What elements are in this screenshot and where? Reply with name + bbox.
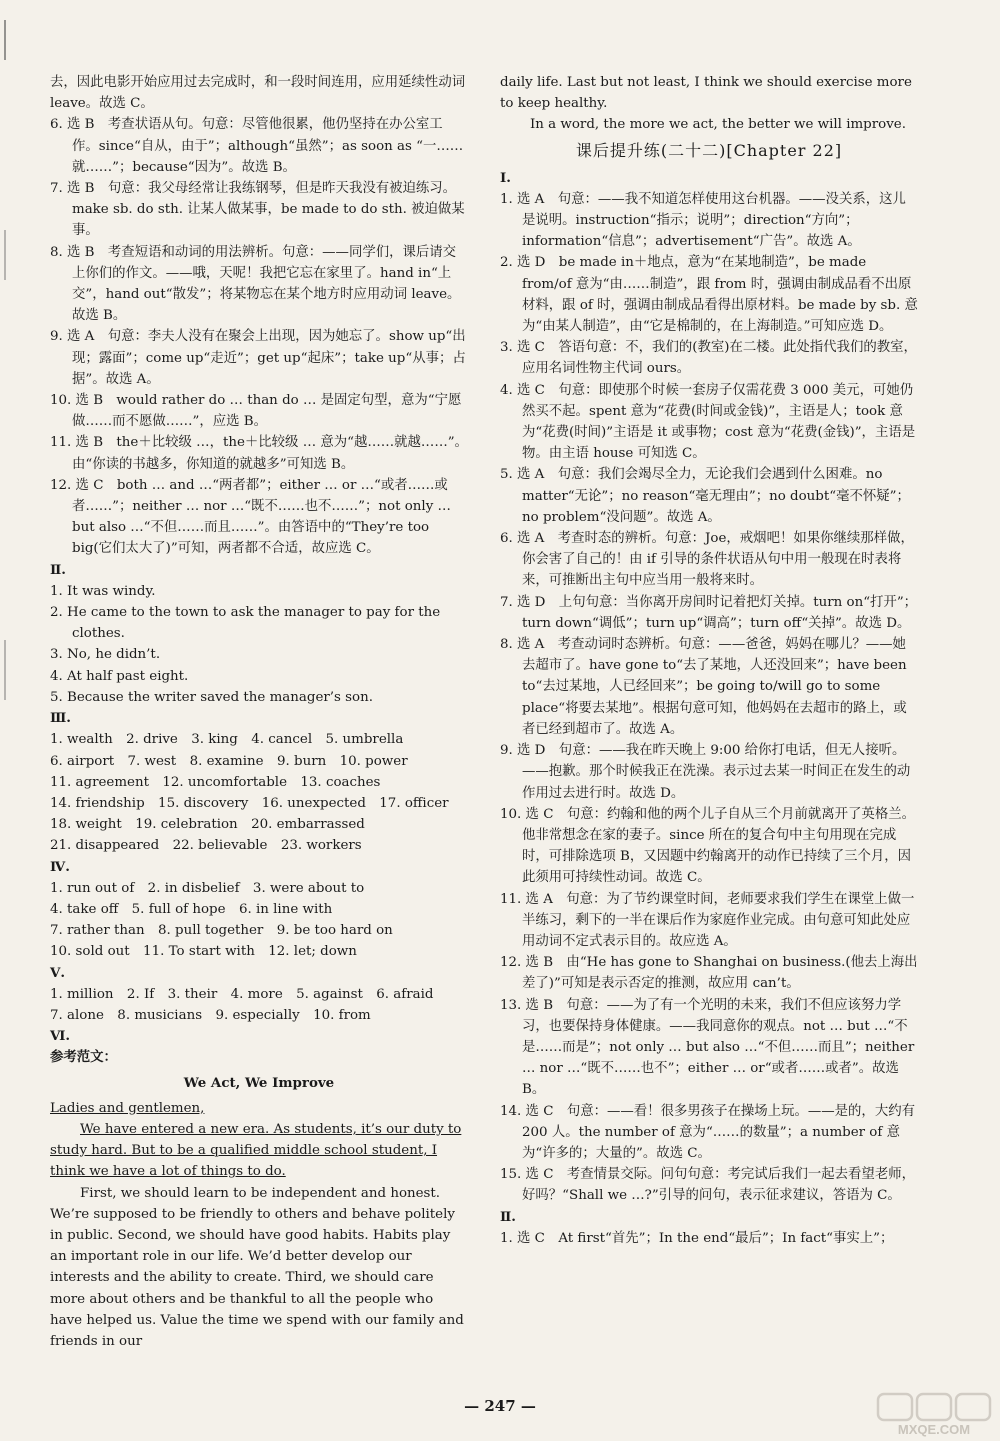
answer-paragraph: 21. disappeared 22. believable 23. workers: [50, 838, 362, 854]
answer-paragraph: 9. 选 A 句意：李夫人没有在聚会上出现，因为她忘了。show up“出现；露面”；come up“走近”；get up“起床”；take up“从事；占据”。故选 A。: [50, 329, 466, 387]
answer-paragraph: 9. 选 D 句意：——我在昨天晚上 9:00 给你打电话，但无人接听。——抱歉。那个时候我正在洗澡。表示过去某一时间正在发生的动作用过去进行时。故选 D。: [500, 743, 911, 801]
answer-paragraph: 6. 选 A 考查时态的辨析。句意：Joe，戒烟吧！如果你继续那样做，你会害了自己的！由 if 引导的条件状语从句中用一般现在时表将来，可推断出主句中应当用一般将来时。: [500, 531, 914, 589]
answer-paragraph: 1. run out of 2. in disbelief 3. were about to: [50, 880, 365, 896]
answer-paragraph: 7. 选 D 上句句意：当你离开房间时记着把灯关掉。turn on“打开”；turn down“调低”；turn up“调高”；turn off“关掉”。故选 D。: [500, 594, 918, 631]
answer-paragraph: 11. 选 B the＋比较级 …，the＋比较级 … 意为“越……就越……”。由“你读的书越多，你知道的就越多”可知选 B。: [50, 435, 468, 472]
answer-paragraph: 5. Because the writer saved the manager’s son.: [50, 689, 373, 705]
answer-paragraph: 14. 选 C 句意：——看！很多男孩子在操场上玩。——是的，大约有 200 人。the number of 意为“……的数量”；a number of 意为“许多的；大量的”。故选 C。: [500, 1103, 915, 1161]
scan-edge-marks: [2, 0, 8, 1441]
answer-paragraph: 11. agreement 12. uncomfortable 13. coaches: [50, 774, 381, 790]
answer-paragraph: 10. sold out 11. To start with 12. let; down: [50, 944, 357, 960]
answer-paragraph: Ladies and gentlemen,: [50, 1100, 205, 1116]
answer-paragraph: 2. 选 D be made in＋地点，意为“在某地制造”，be made from/of 意为“由……制造”，跟 from 时，强调由制成品看不出原材料，跟 of 时，强调由制成品看得出原材料。be made by sb. 意为“由某人制造”，由“它是棉制的，在上海制造。”可知应选 D。: [500, 255, 918, 335]
answer-paragraph: 1. It was windy.: [50, 583, 156, 599]
answer-paragraph: 10. 选 C 句意：约翰和他的两个儿子自从三个月前就离开了英格兰。他非常想念在家的妻子。since 所在的复合句中主句用现在完成时，可排除选项 B，又因题中约翰离开的动作已持续了三个月，因此须用可持续性动词。故选 C。: [500, 806, 915, 886]
answer-paragraph: 15. 选 C 考查情景交际。问句句意：考完试后我们一起去看望老师，好吗？“Shall we …?”引导的问句，表示征求建议，答语为 C。: [500, 1167, 915, 1204]
section-heading: Ⅲ.: [50, 710, 71, 727]
answer-paragraph: We have entered a new era. As students, it’s our duty to study hard. But to be a qualified middle school student, I think we have a lot of things to do.: [50, 1121, 462, 1180]
answer-paragraph: 1. 选 A 句意：——我不知道怎样使用这台机器。——没关系，这儿是说明。instruction“指示；说明”；direction“方向”；information“信息”；advertisement“广告”。故选 A。: [500, 191, 906, 250]
section-heading: Ⅱ.: [50, 561, 66, 578]
answer-paragraph: 7. 选 B 句意：我父母经常让我练钢琴，但是昨天我没有被迫练习。make sb. do sth. 让某人做某事，be made to do sth. 被迫做某事。: [50, 181, 465, 239]
watermark-logo: [874, 1391, 994, 1437]
answer-paragraph: 1. 选 C At first“首先”；In the end“最后”；In fact“事实上”；: [500, 1230, 894, 1246]
left-column: [50, 72, 468, 1352]
answer-paragraph: 12. 选 B 由“He has gone to Shanghai on business.(他去上海出差了)”可知是表示否定的推测，故应用 can’t。: [500, 955, 918, 992]
answer-paragraph: 14. friendship 15. discovery 16. unexpected 17. officer: [50, 795, 449, 811]
answer-paragraph: 12. 选 C both … and …“两者都”；either … or …“或者……或者……”；neither … nor …“既不……也不……”；not only … but also …“不但……而且……”。由答语中的“They’re too big(它们太大了)”可知，两者都不合适，故应选 C。: [50, 477, 451, 557]
answer-paragraph: daily life. Last but not least, I think we should exercise more to keep healthy.: [500, 75, 912, 112]
answer-paragraph: 13. 选 B 句意：——为了有一个光明的未来，我们不但应该努力学习，也要保持身体健康。——我同意你的观点。not … but …“不是……而是”；not only … but also …“不但……而且”；neither … nor …“既不……也不”；either … or“或者……或者”。故选 B。: [500, 997, 915, 1098]
answer-paragraph: 3. 选 C 答语句意：不，我们的(教室)在二楼。此处指代我们的教室，应用名词性物主代词 ours。: [500, 340, 917, 377]
svg-text:MXQE.COM: MXQE.COM: [897, 1422, 971, 1437]
answer-paragraph: 11. 选 A 句意：为了节约课堂时间，老师要求我们学生在课堂上做一半练习，剩下的一半在课后作为家庭作业完成。由句意可知此处应用动词不定式表示目的。故应选 A。: [500, 891, 915, 949]
answer-paragraph: 2. He came to the town to ask the manager to pay for the clothes.: [50, 605, 441, 642]
right-column: [500, 72, 918, 1249]
answer-paragraph: 4. At half past eight.: [50, 668, 189, 684]
answer-paragraph: First, we should learn to be independent and honest. We’re supposed to be friendly to others and behave politely in public. Second, we should have good habits. Habits play an important role in our life. We’d better develop our interests and the ability to create. Third, we should care more about others and be thankful to all the people who have helped us. Value the time we spend with our family and friends in our: [50, 1185, 464, 1349]
answer-paragraph: In a word, the more we act, the better we will improve.: [530, 117, 906, 133]
answer-paragraph: 10. 选 B would rather do … than do … 是固定句型，意为“宁愿做……而不愿做……”，应选 B。: [50, 393, 462, 430]
answer-paragraph: 4. 选 C 句意：即使那个时候一套房子仅需花费 3 000 美元，可她仍然买不起。spent 意为“花费(时间或金钱)”，主语是人；took 意为“花费(时间)”主语是 it 或事物；cost 意为“花费(金钱)”，主语是物。由主语 house 可知选 C。: [500, 382, 916, 462]
answer-paragraph: 18. weight 19. celebration 20. embarrassed: [50, 817, 365, 833]
section-title: 课后提升练(二十二)[Chapter 22]: [575, 140, 843, 160]
answer-paragraph: 5. 选 A 句意：我们会竭尽全力，无论我们会遇到什么困难。no matter“无论”；no reason“毫无理由”；no doubt“毫不怀疑”；no problem“没问题”。故选 A。: [500, 467, 910, 525]
section-heading: Ⅴ.: [50, 964, 66, 981]
section-heading: Ⅳ.: [50, 858, 70, 875]
answer-paragraph: 1. wealth 2. drive 3. king 4. cancel 5. umbrella: [50, 732, 404, 748]
page-number: — 247 —: [464, 1397, 536, 1415]
answer-paragraph: 3. No, he didn’t.: [50, 647, 161, 663]
answer-paragraph: 6. airport 7. west 8. examine 9. burn 10. power: [50, 753, 408, 769]
section-heading: Ⅰ.: [500, 169, 511, 186]
answer-paragraph: 4. take off 5. full of hope 6. in line with: [50, 901, 333, 917]
answer-paragraph: 1. million 2. If 3. their 4. more 5. against 6. afraid: [50, 986, 434, 1002]
answer-paragraph: 6. 选 B 考查状语从句。句意：尽管他很累，他仍坚持在办公室工作。since“自从，由于”；although“虽然”；as soon as “一……就……”；because“因为”。故选 B。: [50, 117, 464, 175]
answer-paragraph: 7. rather than 8. pull together 9. be too hard on: [50, 923, 393, 939]
section-title: We Act, We Improve: [183, 1074, 335, 1091]
answer-paragraph: 7. alone 8. musicians 9. especially 10. from: [50, 1007, 371, 1023]
section-heading: Ⅱ.: [500, 1208, 516, 1225]
answer-paragraph: 8. 选 B 考查短语和动词的用法辨析。句意：——同学们，课后请交上你们的作文。——哦，天呢！我把它忘在家里了。hand in“上交”，hand out“散发”；将某物忘在某个地方时应用动词 leave。故选 B。: [50, 244, 461, 324]
answer-paragraph: 参考范文：: [50, 1049, 117, 1066]
section-heading: Ⅵ.: [50, 1028, 71, 1045]
answer-paragraph: 8. 选 A 考查动词时态辨析。句意：——爸爸，妈妈在哪儿？——她去超市了。have gone to“去了某地，人还没回来”；have been to“去过某地，人已经回来”；be going to/will go to some place“将要去某地”。根据句意可知，他妈妈在去超市的路上，或者已经到超市了。故选 A。: [500, 637, 907, 737]
answer-paragraph: 去，因此电影开始应用过去完成时，和一段时间连用，应用延续性动词 leave。故选 C。: [50, 75, 466, 112]
